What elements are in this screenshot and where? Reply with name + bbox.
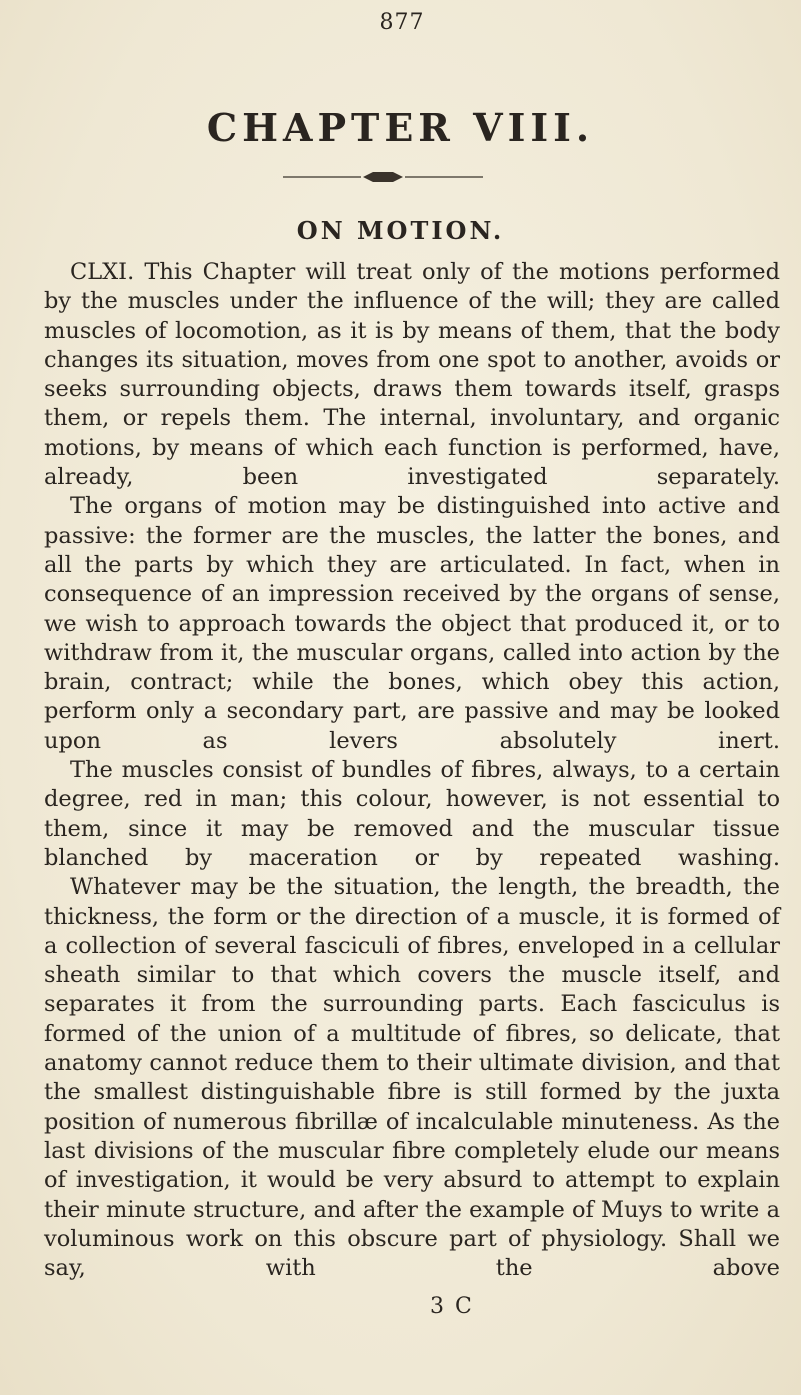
ornamental-rule: [283, 170, 483, 184]
paragraph: The muscles consist of bundles of fibres, always, to a certain degree, red in man; this colour, however, is not essential to them, since it may be removed and the muscular tissue blanched by maceration or by repeated washing.: [44, 757, 780, 871]
signature-mark: 3 C: [430, 1294, 474, 1319]
paragraph: The organs of motion may be distinguished into active and passive: the former are the muscles, the latter the bones, and all the parts by which they are articulated. In fact, when in consequence of an impression received by the organs of sense, we wish to approach towards the object that produced it, or to withdraw from it, the muscular organs, called into action by the brain, contract; while the bones, which obey this action, perform only a secondary part, are passive and may be looked upon as levers absolutely inert.: [44, 493, 780, 754]
page-number: 877: [379, 10, 425, 35]
paragraph: Whatever may be the situation, the length, the breadth, the thickness, the form or the direction of a muscle, it is formed of a collection of several fasciculi of fibres, enveloped in a cellular sheath similar to that which covers the muscle itself, and separates it from the surrounding parts. Each fasciculus is formed of the union of a multitude of fibres, so delicate, that anatomy cannot reduce them to their ultimate division, and that the smallest distinguishable fibre is still formed by the juxta position of numerous fibrillæ of incalculable minuteness. As the last divisions of the muscular fibre completely elude our means of investigation, it would be very absurd to attempt to explain their minute structure, and after the example of Muys to write a voluminous work on this obscure part of physiology. Shall we say, with the above: [44, 874, 780, 1282]
paragraph: CLXI. This Chapter will treat only of the motions performed by the muscles under the influence of the will; they are called muscles of locomotion, as it is by means of them, that the body changes its situation, moves from one spot to another, avoids or seeks surrounding objects, draws them towards itself, grasps them, or repels them. The internal, involuntary, and organic motions, by means of which each function is performed, have, already, been investigated separately.: [44, 259, 780, 491]
section-title: ON MOTION.: [296, 216, 505, 245]
chapter-heading: CHAPTER VIII.: [206, 105, 595, 150]
body-text: [44, 258, 780, 1283]
